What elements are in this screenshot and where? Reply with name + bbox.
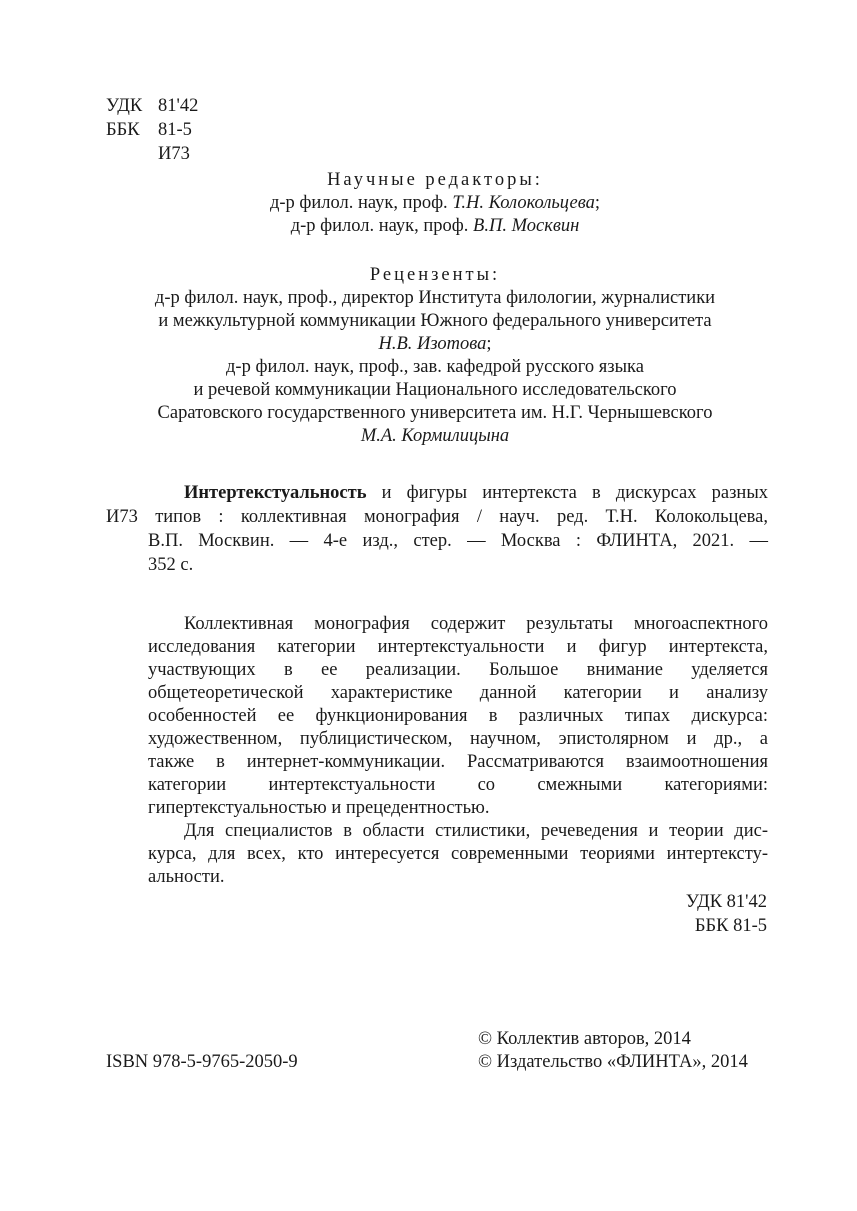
reviewer-1 [90,333,780,356]
editor-1-title: д-р филол. наук, проф. [269,193,453,213]
annotation-line: общетеоретической характеристике данной категории и анализу [148,683,768,703]
copyright-authors: © Коллектив авторов, 2014 [478,1029,691,1049]
reviewer-1-line-2: и межкультурной коммуникации Южного федерального университета [158,311,712,331]
udk-bottom: УДК 81'42 [685,892,767,912]
udk-label: УДК [106,96,143,116]
editor-2 [90,215,780,238]
annotation-line: также в интернет-коммуникации. Рассматриваются взаимоотношения [148,752,768,772]
book-title: Интертекстуальность [184,483,367,503]
bbk-row [106,119,306,143]
editor-1 [90,192,780,215]
classification-bottom [686,891,767,939]
audience-line: Для специалистов в области стилистики, речеведения и теории дис- [184,821,768,841]
udk-value: 81'42 [158,96,199,116]
annotation-line: художественном, публицистическом, научном, эпистолярном и др., а [148,729,768,749]
classification-top [106,95,306,167]
annotation-line: гипертекстуальностью и прецедентностью. [148,798,490,818]
editor-2-name: В.П. Москвин [473,216,580,236]
bbk-label: ББК [106,120,140,140]
reviewers-block [90,264,780,448]
annotation [148,613,768,889]
udk-row [106,95,306,119]
annotation-line: особенностей ее функционирования в различных типах дискурса: [148,706,768,726]
bbk-bottom: ББК 81-5 [694,916,767,936]
biblio-line-2-rest: типов : коллективная монография / науч. ред. Т.Н. Колокольцева, [137,507,768,527]
biblio-author-mark: И73 [106,507,138,527]
reviewer-2-line-3: Саратовского государственного университета им. Н.Г. Чернышевского [157,403,713,423]
annotation-line: категории интертекстуальности со смежными категориями: [148,775,768,795]
reviewer-2-line-2: и речевой коммуникации Национального исследовательского [193,380,677,400]
editor-1-suffix: ; [594,193,601,213]
biblio-line-3: В.П. Москвин. — 4-е изд., стер. — Москва : ФЛИНТА, 2021. — [148,531,768,551]
copyright-publisher: © Издательство «ФЛИНТА», 2014 [478,1052,748,1072]
reviewers-heading: Рецензенты: [369,265,501,285]
biblio-line-1-rest: и фигуры интертекста в дискурсах разных [366,483,768,503]
bibliographic-record [106,482,768,578]
reviewer-1-suffix: ; [486,334,492,354]
reviewer-1-line-1: д-р филол. наук, проф., директор Института филологии, журналистики [154,288,716,308]
audience-line: альности. [148,867,225,887]
biblio-line-2 [106,506,768,530]
author-mark: И73 [158,144,190,164]
isbn: ISBN 978-5-9765-2050-9 [106,1052,298,1072]
editors-block [90,169,780,238]
annotation-line: участвующих в ее реализации. Большое внимание уделяется [148,660,768,680]
reviewer-1-name: Н.В. Изотова [378,334,487,354]
biblio-line-4: 352 с. [148,555,194,575]
annotation-line: Коллективная монография содержит результаты многоаспектного [184,614,768,634]
editors-heading: Научные редакторы: [327,170,543,190]
biblio-line-1 [106,482,768,506]
annotation-line: исследования категории интертекстуальности и фигур интертекста, [148,637,768,657]
editor-2-title: д-р филол. наук, проф. [290,216,474,236]
audience-line: курса, для всех, кто интересуется современными теориями интертексту- [148,844,768,864]
reviewer-2-name: М.А. Кормилицына [360,426,510,446]
copyright-block [478,1028,748,1074]
editor-1-name: Т.Н. Колокольцева [452,193,595,213]
reviewer-2-line-1: д-р филол. наук, проф., зав. кафедрой русского языка [226,357,644,377]
bbk-value: 81-5 [158,120,192,140]
